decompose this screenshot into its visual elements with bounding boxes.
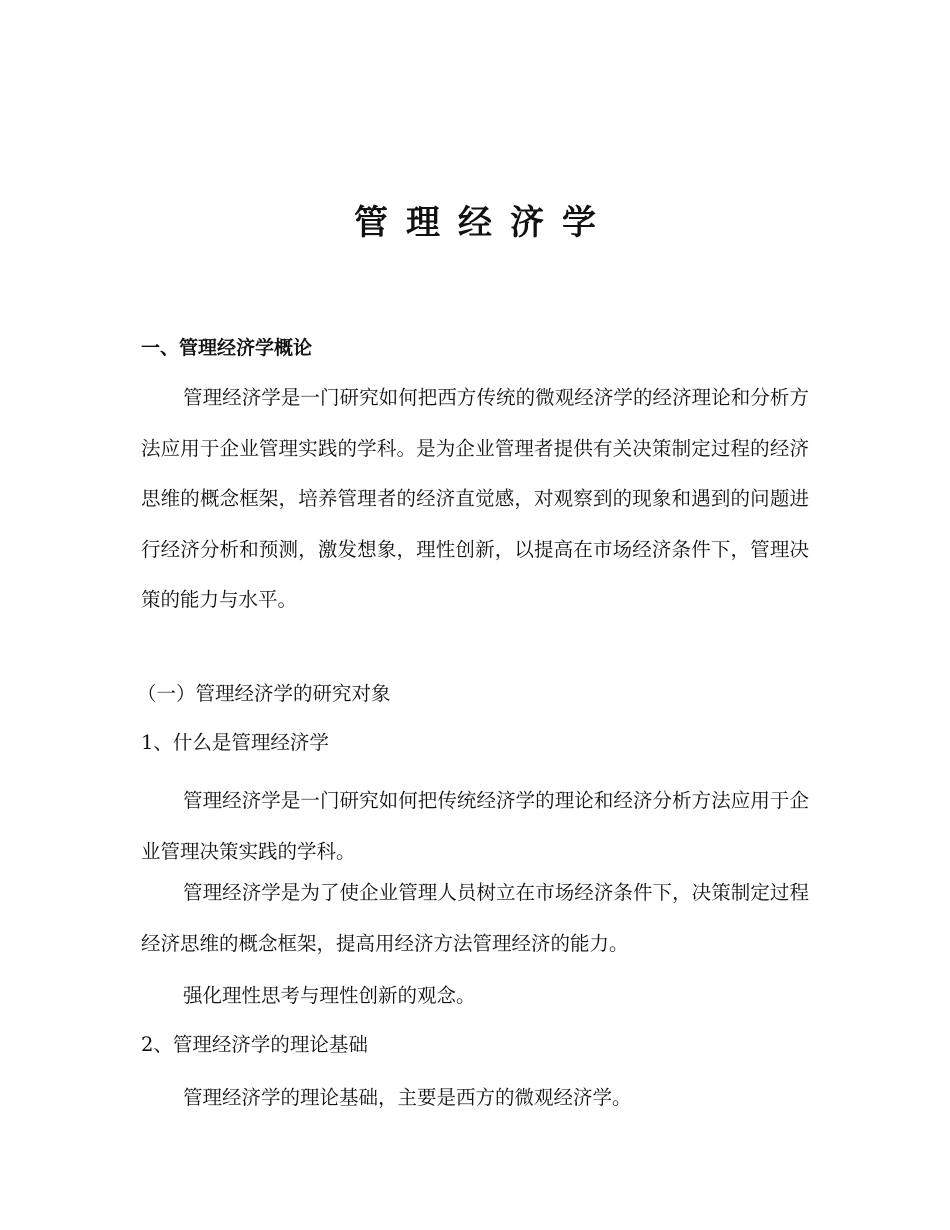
section-heading: 一、管理经济学概论 <box>141 337 313 359</box>
definition-paragraph-2: 管理经济学是为了使企业管理人员树立在市场经济条件下，决策制定过程经济思维的概念框架，提高用经济方法管理经济的能力。 <box>141 881 809 955</box>
item-heading-2: 2、管理经济学的理论基础 <box>141 1033 368 1056</box>
document-title: 管理经济学 <box>354 203 614 243</box>
item-heading-1: 1、什么是管理经济学 <box>141 731 329 754</box>
definition-paragraph-3: 强化理性思考与理性创新的观念。 <box>183 984 476 1007</box>
basis-paragraph: 管理经济学的理论基础，主要是西方的微观经济学。 <box>183 1086 632 1109</box>
definition-paragraph-1: 管理经济学是一门研究如何把传统经济学的理论和经济分析方法应用于企业管理决策实践的学科。 <box>141 789 809 863</box>
intro-paragraph: 管理经济学是一门研究如何把西方传统的微观经济学的经济理论和分析方法应用于企业管理实践的学科。是为企业管理者提供有关决策制定过程的经济思维的概念框架，培养管理者的经济直觉感，对观察到的现象和遇到的问题进行经济分析和预测，激发想象，理性创新，以提高在市场经济条件下，管理决策的能力与水平。 <box>141 386 809 611</box>
subsection-heading: （一）管理经济学的研究对象 <box>137 682 391 705</box>
